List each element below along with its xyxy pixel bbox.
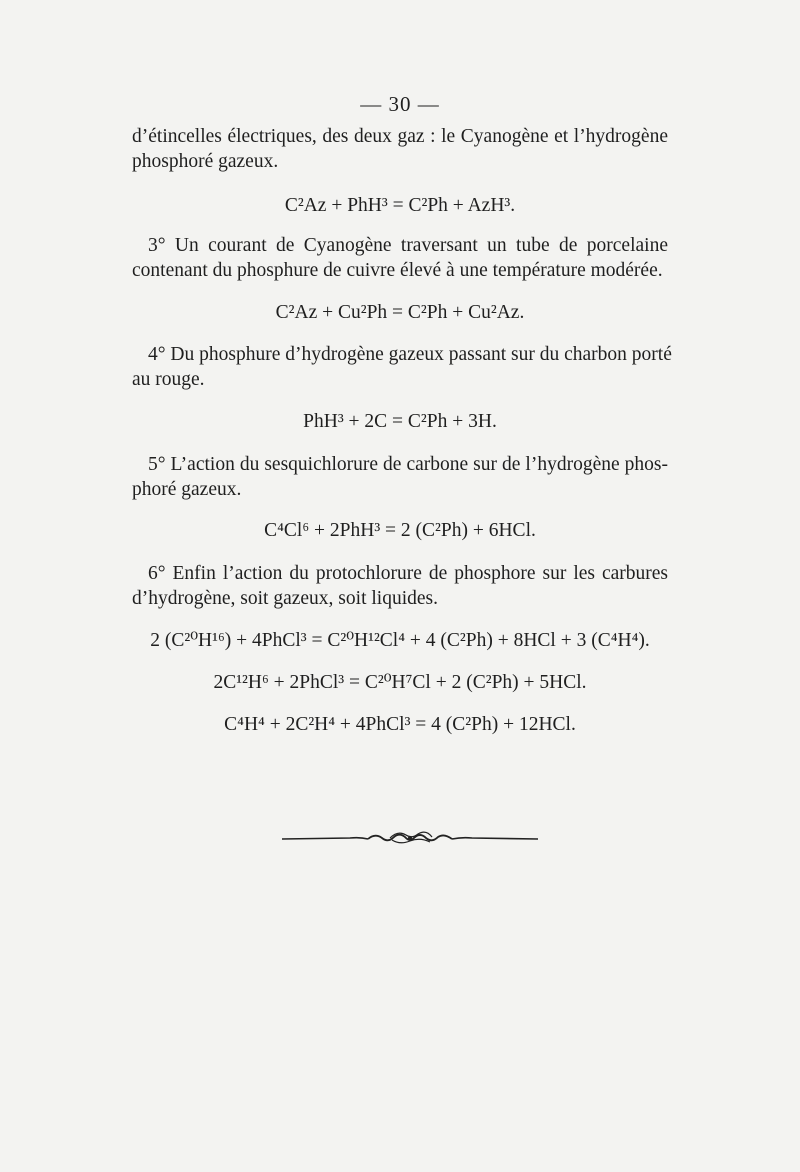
paragraph-line: d’hydrogène, soit gazeux, soit liquides. [132, 588, 438, 609]
paragraph-line: d’étincelles électriques, des deux gaz : le Cyanogène et l’hydrogène [132, 126, 668, 147]
paragraph-line: contenant du phosphure de cuivre élevé à une température modérée. [132, 260, 663, 281]
formula-3: PhH³ + 2C = C²Ph + 3H. [303, 411, 497, 432]
paragraph-4 [132, 342, 672, 392]
paragraph-intro [132, 124, 668, 174]
formula-2: C²Az + Cu²Ph = C²Ph + Cu²Az. [275, 302, 525, 323]
formula-4: C⁴Cl⁶ + 2PhH³ = 2 (C²Ph) + 6HCl. [264, 520, 536, 541]
formula-6: 2C¹²H⁶ + 2PhCl³ = C²⁰H⁷Cl + 2 (C²Ph) + 5HCl. [213, 672, 587, 693]
decorative-ornament-icon [280, 828, 540, 848]
paragraph-line: phoré gazeux. [132, 479, 242, 500]
formula-1: C²Az + PhH³ = C²Ph + AzH³. [284, 195, 516, 216]
paragraph-5 [132, 452, 668, 502]
page-number: — 30 — [360, 92, 440, 116]
paragraph-3 [132, 233, 668, 283]
paragraph-line: 5° L’action du sesquichlorure de carbone sur de l’hydrogène phos- [148, 454, 668, 475]
formula-5: 2 (C²⁰H¹⁶) + 4PhCl³ = C²⁰H¹²Cl⁴ + 4 (C²Ph) + 8HCl + 3 (C⁴H⁴). [150, 630, 650, 651]
paragraph-line: 4° Du phosphure d’hydrogène gazeux passant sur du charbon porté [148, 344, 672, 365]
paragraph-line: 3° Un courant de Cyanogène traversant un tube de porcelaine [148, 235, 668, 256]
paragraph-line: phosphoré gazeux. [132, 151, 279, 172]
paragraph-line: 6° Enfin l’action du protochlorure de phosphore sur les carbures [148, 563, 668, 584]
paragraph-line: au rouge. [132, 369, 205, 390]
paragraph-6 [132, 561, 668, 611]
formula-7: C⁴H⁴ + 2C²H⁴ + 4PhCl³ = 4 (C²Ph) + 12HCl. [224, 714, 576, 735]
